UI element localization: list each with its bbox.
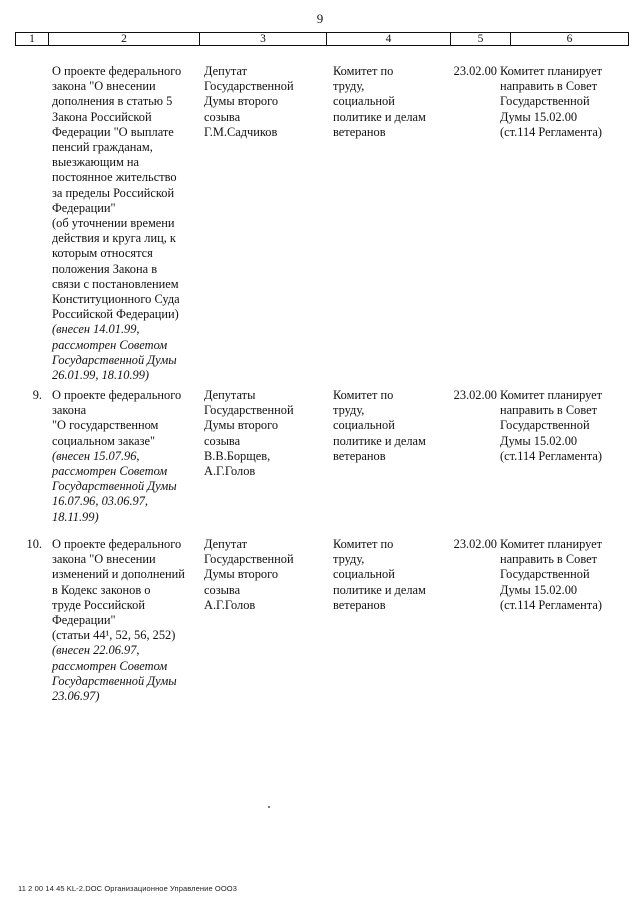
entry-plan: Комитет планирует направить в Совет Государственной Думы 15.02.00 (ст.114 Регламента) — [500, 537, 603, 612]
entry-committee: Комитет по труду, социальной политике и делам ветеранов — [333, 64, 426, 139]
entry-committee: Комитет по труду, социальной политике и делам ветеранов — [333, 537, 426, 612]
entry-date: 23.02.00 — [453, 388, 497, 402]
entry-title-text: О проекте федерального закона "О внесении дополнения в статью 5 Закона Российской Федерации "О выплате пенсий гражданам, выезжающим на постоянное жительство за пределы Российской Федерации" (об уточнении времени действия и круга лиц, к которым относятся положения Закона в связи с постановлением Конституционного Суда Российской Федерации) — [52, 64, 182, 322]
entry-title — [52, 388, 200, 525]
entry-plan: Комитет планирует направить в Совет Государственной Думы 15.02.00 (ст.114 Регламента) — [500, 64, 603, 139]
column-header-2: 2 — [49, 33, 200, 45]
entry-plan: Комитет планирует направить в Совет Государственной Думы 15.02.00 (ст.114 Регламента) — [500, 388, 603, 463]
entry-note: (внесен 22.06.97, рассмотрен Советом Государственной Думы 23.06.97) — [52, 643, 177, 704]
entry-title-text: О проекте федерального закона "О внесении изменений и дополнений в Кодекс законов о труде Российской Федерации" (статьи 44¹, 52, 56, 252) — [52, 537, 185, 643]
entry-author: Депутаты Государственной Думы второго созыва В.В.Борщев, А.Г.Голов — [204, 388, 294, 479]
entry-number: 10. — [26, 537, 42, 551]
entry-note: (внесен 14.01.99, рассмотрен Советом Государственной Думы 26.01.99, 18.10.99) — [52, 322, 177, 383]
table-header — [15, 32, 629, 46]
column-header-1: 1 — [16, 33, 49, 45]
entry-title — [52, 64, 200, 383]
column-header-3: 3 — [200, 33, 327, 45]
entry-author: Депутат Государственной Думы второго созыва Г.М.Садчиков — [204, 64, 294, 139]
entry-number: 9. — [32, 388, 42, 402]
column-header-5: 5 — [451, 33, 511, 45]
column-header-6: 6 — [566, 33, 573, 45]
page-footer: 11 2 00 14 45 KL-2.DOC Организационное Управление ООО3 — [18, 884, 237, 893]
entry-date: 23.02.00 — [453, 537, 497, 551]
entry-committee: Комитет по труду, социальной политике и делам ветеранов — [333, 388, 426, 463]
entry-author: Депутат Государственной Думы второго созыва А.Г.Голов — [204, 537, 294, 612]
entry-title-text: О проекте федерального закона "О государственном социальном заказе" — [52, 388, 182, 448]
column-header-4: 4 — [327, 33, 451, 45]
page-number: 9 — [316, 11, 324, 26]
scan-speck — [268, 806, 270, 808]
entry-title — [52, 537, 200, 704]
entry-date: 23.02.00 — [453, 64, 497, 78]
entry-note: (внесен 15.07.96, рассмотрен Советом Государственной Думы 16.07.96, 03.06.97, 18.11.99) — [52, 448, 177, 524]
